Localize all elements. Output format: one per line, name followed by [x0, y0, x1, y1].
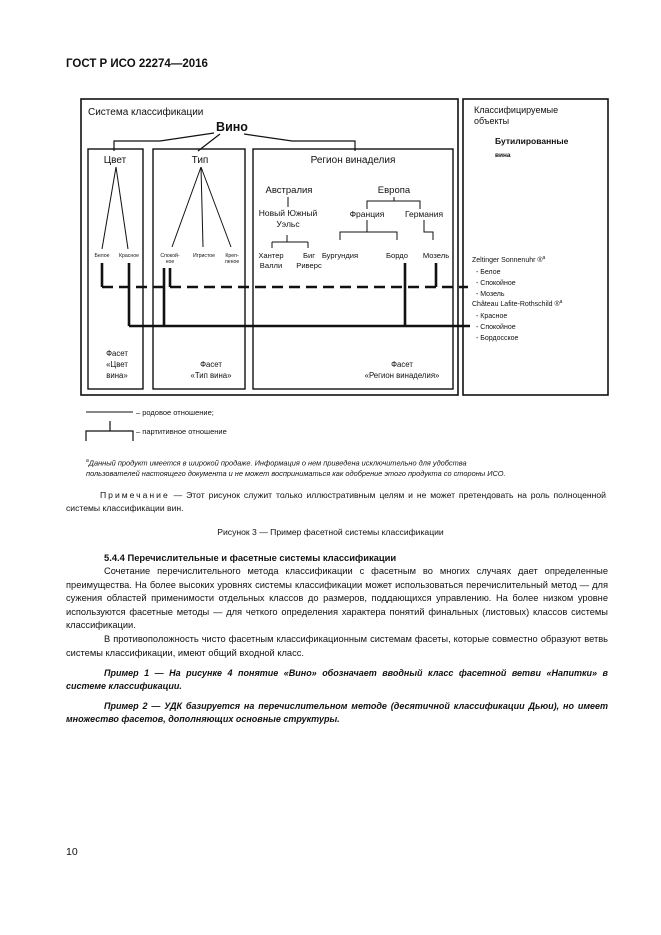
product2-item-3: - Бордосское — [476, 335, 519, 342]
facet-box-type — [153, 149, 245, 389]
burgundy: Бургундия — [321, 251, 359, 260]
bottled-l2: вина — [495, 152, 511, 159]
facet3-l2: «Регион винаделия» — [364, 371, 440, 380]
product2-partitive-links — [129, 263, 470, 326]
region-header: Регион винаделия — [310, 155, 396, 166]
facet1-l3: вина» — [106, 371, 128, 380]
example-1: Пример 1 — На рисунке 4 понятие «Вино» обозначает вводный класс фасетной ветви «Напитки» в системе классификации. — [66, 668, 608, 692]
generic-relation-label: – родовое отношение; — [136, 408, 214, 417]
partitive-relation-label: – партитивное отношение — [136, 427, 227, 436]
color-red: Красное — [118, 253, 140, 259]
facet3-l1: Фасет — [391, 360, 413, 369]
classification-system-frame — [81, 99, 458, 395]
footnote: $^a$Данный продукт имеется в широкой продаже. Информация о нем приведена исключительно для удобства пользователей настоящего документа и не может восприниматься как одобрение этого продукта со стороны ИСО. — [86, 458, 506, 479]
color-tree-lines — [102, 167, 128, 249]
color-header: Цвет — [103, 155, 127, 166]
mosel: Мозель — [422, 251, 450, 260]
system-title: Система классификации — [88, 107, 204, 118]
paragraph-2: В противоположность чисто фасетным классификационным системам фасеты, которые совместно образуют ветвь системы классификации, имеют общий входной класс. — [66, 634, 608, 658]
type-fortified-l2: леное — [224, 259, 240, 265]
product1-item-1: - Белое — [476, 269, 501, 276]
hunter-l2: Валли — [259, 261, 283, 270]
wine-root: Вино — [216, 120, 248, 134]
nsw-l1: Новый Южный — [258, 208, 318, 218]
europe: Европа — [377, 185, 411, 196]
color-white: Белое — [94, 253, 110, 259]
facet2-l1: Фасет — [200, 360, 222, 369]
product2-item-1: - Красное — [476, 313, 508, 320]
bigrivers-l2: Риверс — [296, 261, 322, 270]
faceted-classification-diagram — [0, 0, 661, 460]
nsw-l2: Уэльс — [276, 219, 300, 229]
paragraph-1: Сочетание перечислительного метода классификации с фасетным во многих случаях дает определенные преимущества. На более высоких уровнях системы классификации может использоваться перечислительный метод — для сужения областей применимости отдельных классов до размеров, поддающихся управлению. На более низком уровне используются фасетные методы — для четкого определения характера понятий финальных (листовых) классов системы классификации. — [66, 566, 608, 631]
type-still-l2: ное — [165, 259, 175, 265]
germany: Германия — [404, 209, 444, 219]
product2-item-2: - Спокойное — [476, 324, 516, 331]
bordeaux: Бордо — [386, 251, 408, 260]
standard-header: ГОСТ Р ИСО 22274—2016 — [66, 58, 208, 70]
facet1-l1: Фасет — [106, 349, 128, 358]
facet1-l2: «Цвет — [106, 360, 128, 369]
section-title: 5.4.4 Перечислительные и фасетные системы классификации — [104, 552, 397, 563]
page-number: 10 — [66, 846, 78, 858]
classified-objects-l2: объекты — [474, 116, 510, 126]
example-2: Пример 2 — УДК базируется на перечислительном методе (десятичной классификации Дьюи), но имеет множество фасетов, дополняющих основные структуры. — [66, 701, 608, 725]
type-header: Тип — [191, 155, 209, 166]
figure-caption: Рисунок 3 — Пример фасетной системы классификации — [217, 527, 444, 537]
product1-item-2: - Спокойное — [476, 280, 516, 287]
bottled-l1: Бутилированные — [495, 136, 569, 146]
product2-name: Château Lafite-Rothschild ®$^a$ — [472, 299, 563, 308]
type-still-l1: Спокой- — [160, 253, 180, 259]
product1-item-3: - Мозель — [476, 291, 505, 298]
australia: Австралия — [265, 185, 313, 196]
hunter-l1: Хантер — [258, 251, 284, 260]
france: Франция — [349, 209, 385, 219]
type-fortified-l1: Креп- — [225, 253, 239, 259]
classified-objects-l1: Классифицируемые — [474, 105, 559, 115]
product1-partitive-links — [102, 263, 468, 287]
facet2-l2: «Тип вина» — [190, 371, 232, 380]
product1-name: Zeltinger Sonnenuhr ®$^a$ — [472, 255, 546, 264]
bigrivers-l1: Биг — [303, 251, 315, 260]
figure-note: Примечание — Этот рисунок служит только иллюстративным целям и не может претендовать на роль полноценной системы классификации вин. — [66, 490, 606, 514]
partitive-relation-symbol — [86, 421, 133, 441]
type-sparkling: Игристое — [192, 253, 216, 259]
type-tree-lines — [172, 167, 231, 247]
